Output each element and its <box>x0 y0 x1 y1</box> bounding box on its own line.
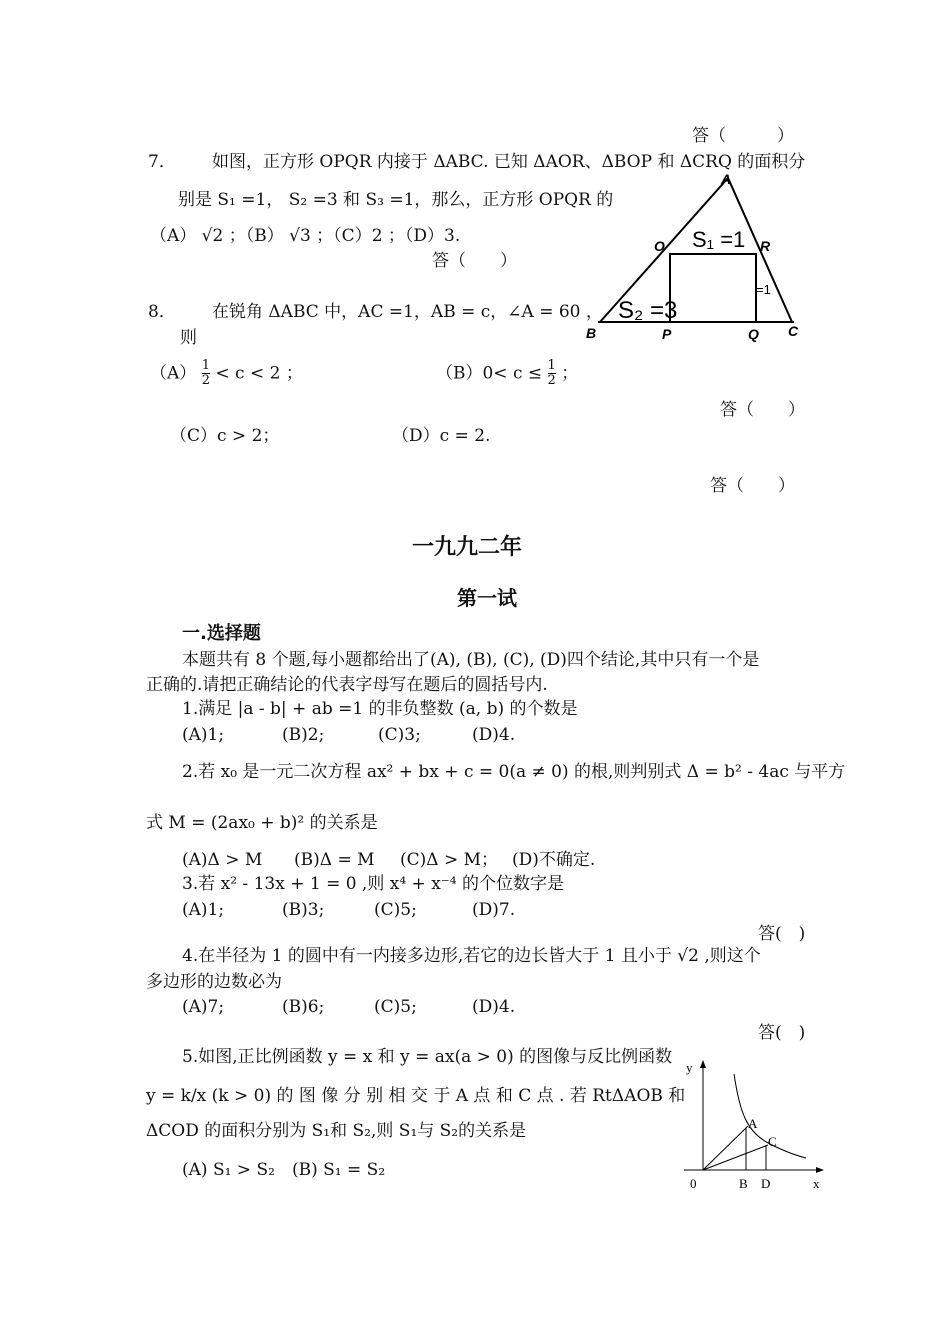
point-A-label: A <box>748 1116 758 1131</box>
q8-option-a-suffix: < c < 2 ； <box>215 363 303 384</box>
fraction-denominator: 2 <box>547 373 556 389</box>
label-B: B <box>586 325 597 341</box>
answer-mark: 答( ) <box>758 1023 806 1043</box>
point-B-label: B <box>739 1176 748 1191</box>
p4-option-c: (C)5; <box>374 997 417 1017</box>
p3-option-d: (D)7. <box>472 900 516 920</box>
section-title: 一.选择题 <box>182 623 261 644</box>
intro-line1: 本题共有 8 个题,每小题都给出了(A), (B), (C), (D)四个结论,其中只有一个是 <box>182 650 760 670</box>
p4-line2: 多边形的边数必为 <box>146 972 282 992</box>
p2-line1: 2.若 x₀ 是一元二次方程 ax² + bx + c = 0(a ≠ 0) 的根,则判别式 Δ = b² - 4ac 与平方 <box>182 762 846 782</box>
q7-options: （A） √2 ；（B） √3 ；（C）2 ；（D）3. <box>150 226 461 246</box>
function-graph-figure <box>676 1052 826 1194</box>
answer-mark: 答（ ） <box>692 126 794 146</box>
p1-stem: 1.满足 |a - b| + ab =1 的非负整数 (a, b) 的个数是 <box>182 699 578 719</box>
label-C: C <box>788 323 799 339</box>
round-title: 第一试 <box>457 586 517 610</box>
p1-option-c: (C)3; <box>378 725 421 745</box>
q8-option-d: （D）c = 2. <box>392 426 491 446</box>
intro-line2: 正确的.请把正确结论的代表字母写在题后的圆括号内. <box>146 675 548 695</box>
p2-option-a: (A)Δ > M <box>182 850 263 870</box>
answer-mark: 答（ ） <box>720 400 805 420</box>
p5-line1: 5.如图,正比例函数 y = x 和 y = ax(a > 0) 的图像与反比例函数 <box>182 1047 673 1067</box>
p5-line2: y = k/x (k > 0) 的 图 像 分 别 相 交 于 A 点 和 C 点 . 若 RtΔAOB 和 <box>146 1086 686 1106</box>
year-title: 一九九二年 <box>412 535 523 560</box>
p4-option-d: (D)4. <box>472 997 516 1017</box>
point-C-label: C <box>768 1134 777 1149</box>
p2-option-b: (B)Δ = M <box>294 850 375 870</box>
label-R: R <box>760 238 771 254</box>
p3-stem: 3.若 x² - 13x + 1 = 0 ,则 x⁴ + x⁻⁴ 的个位数字是 <box>182 874 564 894</box>
q7-number: 7． <box>148 152 176 172</box>
x-axis-label: x <box>813 1176 820 1191</box>
point-D-label: D <box>761 1176 771 1191</box>
label-O: O <box>654 238 665 254</box>
q8-option-b <box>436 359 578 389</box>
p5-option-b: (B) S₁ = S₂ <box>292 1160 386 1180</box>
fraction-numerator: 1 <box>547 358 556 373</box>
fraction <box>548 359 556 389</box>
label-A: A <box>721 171 732 187</box>
p3-option-b: (B)3; <box>282 900 325 920</box>
area-s1-label: S₁ =1 <box>692 227 746 252</box>
label-Q: Q <box>748 326 759 342</box>
p3-option-a: (A)1; <box>182 900 225 920</box>
label-P: P <box>662 326 672 342</box>
p3-option-c: (C)5; <box>374 900 417 920</box>
answer-mark: 答（ ） <box>432 251 517 271</box>
p2-line2: 式 M = (2ax₀ + b)² 的关系是 <box>146 813 378 833</box>
q8-number: 8． <box>148 302 176 322</box>
q8-option-b-prefix: （B）0< c ≤ <box>436 363 543 384</box>
p5-line3: ΔCOD 的面积分别为 S₁和 S₂,则 S₁与 S₂的关系是 <box>146 1121 527 1141</box>
p5-option-a: (A) S₁ > S₂ <box>182 1160 275 1180</box>
q8-line1: 在锐角 ΔABC 中，AC =1，AB = c，∠A = 60 ， <box>212 302 603 322</box>
answer-mark: 答（ ） <box>710 476 795 496</box>
q8-option-c: （C）c > 2； <box>170 426 280 446</box>
p4-option-a: (A)7; <box>182 997 225 1017</box>
q8-option-a-prefix: （A） <box>150 363 197 384</box>
q8-option-b-suffix: ； <box>561 363 579 384</box>
area-s3-label: =1 <box>756 282 771 297</box>
triangle-square-figure <box>580 170 810 345</box>
q8-option-a <box>150 359 303 389</box>
fraction <box>202 359 210 389</box>
fraction-numerator: 1 <box>201 358 210 373</box>
answer-mark: 答( ) <box>758 924 806 944</box>
q7-line1: 如图，正方形 OPQR 内接于 ΔABC. 已知 ΔAOR、ΔBOP 和 ΔCRQ 的面积分 <box>212 152 806 172</box>
q8-line2: 则 <box>180 328 197 348</box>
origin-label: 0 <box>690 1176 697 1191</box>
p1-option-a: (A)1; <box>182 725 225 745</box>
p1-option-d: (D)4. <box>472 725 516 745</box>
p4-line1: 4.在半径为 1 的圆中有一内接多边形,若它的边长皆大于 1 且小于 √2 ,则这个 <box>182 946 761 966</box>
p2-option-c: (C)Δ > M； <box>400 850 499 870</box>
p4-option-b: (B)6; <box>282 997 325 1017</box>
p1-option-b: (B)2; <box>282 725 325 745</box>
area-s2-label: S₂ =3 <box>618 297 678 324</box>
fraction-denominator: 2 <box>201 373 210 389</box>
p2-option-d: (D)不确定. <box>512 850 596 870</box>
q7-line2: 别是 S₁ =1， S₂ =3 和 S₃ =1，那么，正方形 OPQR 的 <box>178 190 614 210</box>
y-axis-label: y <box>686 1060 693 1075</box>
